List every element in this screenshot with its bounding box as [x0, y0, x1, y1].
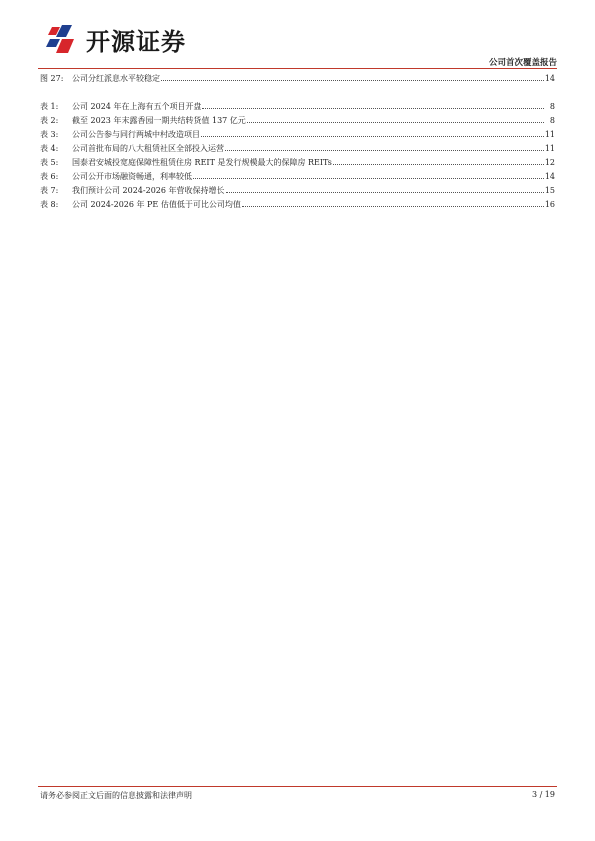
- toc-leader-dots: [226, 192, 544, 193]
- table-of-contents: [40, 72, 555, 212]
- toc-entry-page: 11: [544, 130, 555, 139]
- toc-entry-label: 表 3:: [40, 130, 59, 139]
- toc-entry-page: 11: [544, 144, 555, 153]
- toc-leader-dots: [247, 122, 544, 123]
- toc-entry-page: 15: [544, 186, 555, 195]
- toc-section-gap: [40, 86, 555, 100]
- toc-leader-dots: [225, 150, 544, 151]
- toc-entry-table-6[interactable]: [40, 170, 555, 184]
- report-type-tag: 公司首次覆盖报告: [488, 58, 557, 68]
- footer-disclaimer: 请务必参阅正文后面的信息披露和法律声明: [40, 791, 192, 800]
- toc-entry-table-5[interactable]: [40, 156, 555, 170]
- toc-leader-dots: [161, 80, 544, 81]
- toc-entry-title: 国泰君安城投宽庭保障性租赁住房 REIT 是发行规模最大的保障房 REITs: [72, 158, 332, 167]
- toc-entry-title: 截至 2023 年末露香园一期共结转货值 137 亿元: [72, 116, 246, 125]
- toc-entry-table-8[interactable]: [40, 198, 555, 212]
- toc-entry-page: 14: [544, 172, 555, 181]
- toc-entry-table-1[interactable]: [40, 100, 555, 114]
- toc-entry-label: 表 8:: [40, 200, 59, 209]
- toc-entry-title: 我们预计公司 2024-2026 年营收保持增长: [72, 186, 225, 195]
- toc-entry-table-4[interactable]: [40, 142, 555, 156]
- toc-entry-label: 表 1:: [40, 102, 59, 111]
- page-number: 3 / 19: [531, 790, 555, 799]
- toc-entry-label: 图 27:: [40, 74, 64, 83]
- toc-entry-title: 公司 2024-2026 年 PE 估值低于可比公司均值: [72, 200, 241, 209]
- toc-entry-label: 表 2:: [40, 116, 59, 125]
- toc-entry-page: 8: [549, 102, 555, 111]
- logo-mark-icon: [46, 23, 80, 55]
- toc-entry-page: 8: [549, 116, 555, 125]
- toc-entry-label: 表 6:: [40, 172, 59, 181]
- toc-entry-title: 公司公开市场融资畅通，利率较低: [72, 172, 192, 181]
- toc-entry-page: 14: [544, 74, 555, 83]
- toc-entry-title: 公司 2024 年在上海有五个项目开盘: [72, 102, 202, 111]
- toc-entry-title: 公司公告参与同行两城中村改造项目: [72, 130, 200, 139]
- toc-entry-table-3[interactable]: [40, 128, 555, 142]
- toc-entry-table-2[interactable]: [40, 114, 555, 128]
- toc-entry-figure-27[interactable]: [40, 72, 555, 86]
- toc-leader-dots: [201, 136, 544, 137]
- logo-text: 开源证券: [86, 27, 186, 56]
- toc-entry-page: 16: [544, 200, 555, 209]
- toc-leader-dots: [202, 108, 544, 109]
- toc-leader-dots: [333, 164, 544, 165]
- toc-entry-page: 12: [544, 158, 555, 167]
- toc-entry-label: 表 4:: [40, 144, 59, 153]
- toc-entry-title: 公司分红派息水平较稳定: [72, 74, 160, 83]
- toc-entry-title: 公司首批布局的八大租赁社区全部投入运营: [72, 144, 224, 153]
- footer-divider: [38, 786, 557, 787]
- toc-leader-dots: [193, 178, 544, 179]
- toc-entry-table-7[interactable]: [40, 184, 555, 198]
- toc-leader-dots: [242, 206, 544, 207]
- toc-entry-label: 表 7:: [40, 186, 59, 195]
- header-divider: [38, 68, 557, 69]
- toc-entry-label: 表 5:: [40, 158, 59, 167]
- company-logo: [46, 22, 186, 56]
